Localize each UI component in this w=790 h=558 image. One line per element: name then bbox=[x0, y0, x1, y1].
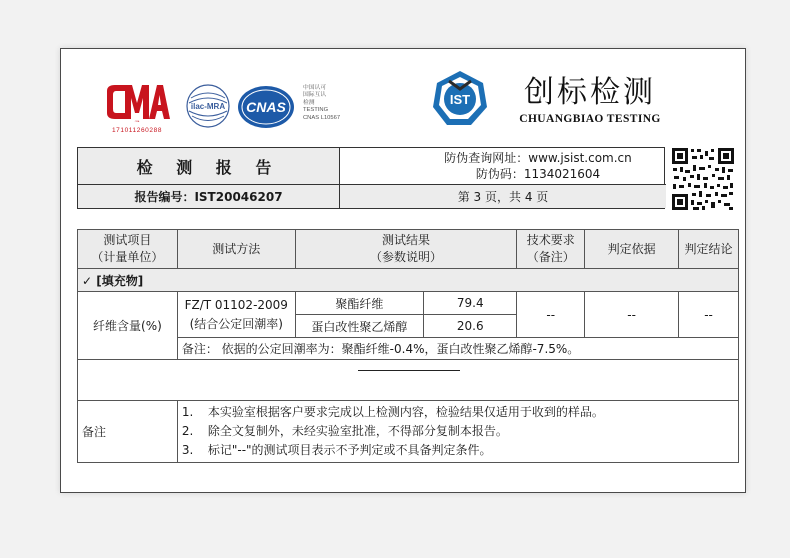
test-method-code: FZ/T 01102-2009 bbox=[184, 297, 288, 312]
table-row bbox=[78, 292, 739, 338]
col-header-line: 判定依据 bbox=[607, 241, 656, 256]
test-item: 纤维含量(%) bbox=[78, 292, 178, 360]
cnas-logo bbox=[237, 85, 295, 129]
remark-text: 除全文复制外，未经实验室批准，不得部分复制本报告。 bbox=[207, 424, 508, 438]
report-number: 报告编号：IST20046207 bbox=[78, 185, 340, 208]
note-row bbox=[78, 338, 739, 360]
col-header-line: 测试项目 bbox=[103, 233, 152, 247]
section-row bbox=[78, 269, 739, 292]
remark-item bbox=[182, 422, 734, 441]
cma-text: CMA bbox=[134, 121, 140, 123]
result-value: 20.6 bbox=[424, 315, 517, 338]
result-name: 聚酯纤维 bbox=[296, 292, 424, 315]
test-method bbox=[177, 292, 295, 338]
certification-logos bbox=[101, 81, 371, 145]
cnas-caption-line: 检测 bbox=[303, 99, 315, 106]
result-subtable bbox=[296, 292, 517, 337]
anti-counterfeit-info bbox=[340, 148, 666, 185]
page-info: 第 3 页，共 4 页 bbox=[340, 185, 666, 208]
requirement-value: -- bbox=[517, 292, 585, 338]
cnas-caption-line: CNAS L10567 bbox=[303, 114, 341, 121]
col-header-line: （备注） bbox=[526, 250, 575, 264]
result-cell bbox=[295, 292, 517, 338]
section-label: ✓ [填充物] bbox=[78, 269, 739, 292]
remark-num: 1. bbox=[181, 405, 194, 419]
test-report-document bbox=[60, 48, 746, 493]
result-value: 79.4 bbox=[424, 292, 517, 315]
remark-text: 本实验室根据客户要求完成以上检测内容，检验结果仅适用于收到的样品。 bbox=[207, 405, 604, 419]
col-header-method bbox=[177, 230, 295, 269]
remark-text: 标记"--"的测试项目表示不予判定或不具备判定条件。 bbox=[207, 443, 492, 457]
result-name: 蛋白改性聚乙烯醇 bbox=[296, 315, 424, 338]
col-header-line: （计量单位） bbox=[91, 250, 164, 264]
ilac-text: ilac-MRA bbox=[190, 102, 226, 111]
cnas-caption-line: 中国认可 bbox=[303, 85, 327, 91]
result-row bbox=[296, 292, 517, 315]
end-line bbox=[358, 370, 460, 371]
cma-number: 171011260288 bbox=[111, 127, 163, 134]
col-header-line: 判定结论 bbox=[684, 241, 733, 256]
col-header-conclusion bbox=[679, 230, 739, 269]
brand-name-cn: 创标检测 bbox=[524, 75, 656, 110]
cma-mark-icon bbox=[103, 81, 171, 123]
cnas-caption-line: TESTING bbox=[303, 107, 329, 114]
remark-item bbox=[182, 403, 734, 422]
remarks-label: 备注 bbox=[78, 401, 178, 463]
table-header-row bbox=[78, 230, 739, 269]
remarks-list bbox=[177, 401, 738, 463]
moisture-note: 备注： 依据的公定回潮率为：聚酯纤维-0.4%，蛋白改性聚乙烯醇-7.5%。 bbox=[177, 338, 738, 360]
report-title: 检 测 报 告 bbox=[78, 148, 340, 185]
cnas-caption bbox=[303, 85, 340, 122]
brand bbox=[515, 75, 665, 125]
col-header-line: （参数说明） bbox=[369, 250, 442, 264]
ilac-mra-logo bbox=[185, 83, 231, 129]
cnas-caption-line: 国际互认 bbox=[303, 92, 327, 99]
ist-text: IST bbox=[449, 92, 471, 107]
col-header-line: 测试方法 bbox=[212, 241, 261, 256]
col-header-requirement bbox=[517, 230, 585, 269]
col-header-basis bbox=[585, 230, 679, 269]
blank-row bbox=[78, 360, 739, 401]
conclusion-value: -- bbox=[679, 292, 739, 338]
col-header-line: 技术要求 bbox=[526, 233, 575, 247]
col-header-result bbox=[295, 230, 517, 269]
remark-num: 3. bbox=[181, 443, 194, 457]
cma-logo bbox=[101, 81, 173, 134]
basis-value: -- bbox=[585, 292, 679, 338]
verify-code: 防伪码：1134021604 bbox=[475, 167, 601, 181]
qr-code-icon bbox=[671, 147, 735, 211]
remark-num: 2. bbox=[181, 424, 194, 438]
col-header-line: 测试结果 bbox=[381, 233, 430, 247]
ist-logo bbox=[431, 69, 489, 129]
remark-item bbox=[182, 441, 734, 460]
remarks-row bbox=[78, 401, 739, 463]
blank-cell bbox=[78, 360, 739, 401]
test-method-note: (结合公定回潮率) bbox=[189, 316, 283, 331]
verify-url: 防伪查询网址：www.jsist.com.cn bbox=[444, 151, 632, 165]
cnas-text: CNAS bbox=[246, 99, 286, 115]
result-row bbox=[296, 315, 517, 338]
brand-name-en: CHUANGBIAO TESTING bbox=[519, 113, 661, 125]
report-header-box bbox=[77, 147, 665, 209]
col-header-item bbox=[78, 230, 178, 269]
results-table bbox=[77, 229, 739, 463]
